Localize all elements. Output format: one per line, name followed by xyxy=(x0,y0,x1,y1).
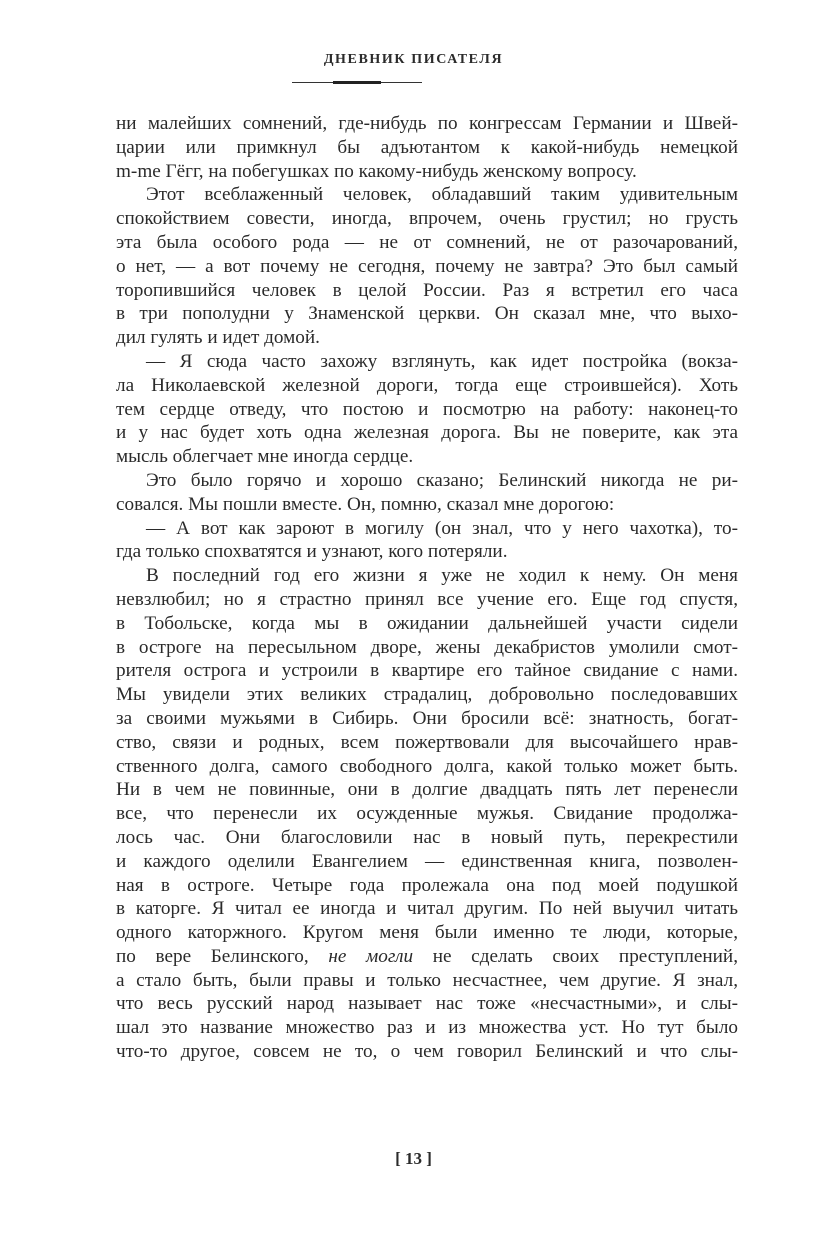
text-line xyxy=(116,326,738,350)
running-head: ДНЕВНИК ПИСАТЕЛЯ xyxy=(323,52,504,67)
text-segment: невзлюбил; но я страстно принял все учение его. Еще год спустя, xyxy=(116,588,738,610)
text-line xyxy=(116,897,738,921)
text-line xyxy=(116,540,738,564)
text-line xyxy=(116,1016,738,1040)
text-segment: все, что перенесли их осужденные мужья. Свидание продолжа- xyxy=(116,803,738,825)
text-segment: ство, связи и родных, всем пожертвовали для высочайшего нрав- xyxy=(116,731,738,753)
text-line xyxy=(116,826,738,850)
text-line xyxy=(116,731,738,755)
body-text xyxy=(116,112,738,1064)
text-line xyxy=(116,160,738,184)
text-line xyxy=(116,778,738,802)
text-segment: тем сердце отведу, что постою и посмотрю на работу: наконец-то xyxy=(116,398,738,420)
text-segment: по вере Белинского, xyxy=(116,945,329,967)
text-segment: а стало быть, были правы и только несчастнее, чем другие. Я знал, xyxy=(116,969,738,991)
text-segment: — А вот как зароют в могилу (он знал, что у него чахотка), то- xyxy=(146,517,738,539)
page-number: [ 13 ] xyxy=(395,1149,432,1168)
text-line xyxy=(116,112,738,136)
text-segment: в три пополудни у Знаменской церкви. Он сказал мне, что выхо- xyxy=(116,303,738,325)
text-segment: в остроге на пересыльном дворе, жены декабристов умолили смот- xyxy=(116,636,738,658)
text-segment: Мы увидели этих великих страдалиц, добровольно последовавших xyxy=(116,684,738,706)
text-line xyxy=(116,659,738,683)
text-segment: ни малейших сомнений, где-нибудь по конгрессам Германии и Швей- xyxy=(116,113,738,134)
text-segment: что-то другое, совсем не то, о чем говорил Белинский и что слы- xyxy=(116,1041,738,1063)
text-segment: дил гулять и идет домой. xyxy=(116,327,320,349)
text-line xyxy=(116,802,738,826)
text-segment: лось час. Они благословили нас в новый путь, перекрестили xyxy=(116,826,738,848)
text-segment: что весь русский народ называет нас тоже «несчастными», и слы- xyxy=(116,993,738,1015)
text-line xyxy=(116,493,738,517)
text-line xyxy=(116,874,738,898)
text-line xyxy=(116,350,738,374)
text-segment: рителя острога и устроили в квартире его тайное свидание с нами. xyxy=(116,660,738,682)
text-segment: за своими мужьями в Сибирь. Они бросили всё: знатность, богат- xyxy=(116,707,738,729)
text-segment: в Тобольске, когда мы в ожидании дальнейшей участи сидели xyxy=(116,612,738,634)
text-segment: Этот всеблаженный человек, обладавший таким удивительным xyxy=(146,184,738,206)
text-line xyxy=(116,421,738,445)
text-segment: эта была особого рода — не от сомнений, не от разочарований, xyxy=(116,231,738,253)
text-line xyxy=(116,207,738,231)
text-segment: царии или примкнул бы адъютантом к какой-нибудь немецкой xyxy=(116,136,738,158)
text-line xyxy=(116,683,738,707)
text-segment: и каждого оделили Евангелием — единственная книга, позволен- xyxy=(116,850,738,872)
text-line xyxy=(116,398,738,422)
text-line xyxy=(116,183,738,207)
text-line xyxy=(116,445,738,469)
italic-emphasis: не могли xyxy=(328,945,414,967)
text-segment: в каторге. Я читал ее иногда и читал другим. По ней выучил читать xyxy=(116,898,738,920)
text-segment: и у нас будет хоть одна железная дорога. Вы не поверите, как эта xyxy=(116,422,738,444)
text-line xyxy=(116,945,738,969)
text-line xyxy=(116,612,738,636)
text-line xyxy=(116,1040,738,1064)
text-segment: ла Николаевской железной дороги, тогда еще строившейся). Хоть xyxy=(116,374,738,396)
text-line xyxy=(116,469,738,493)
text-segment: мысль облегчает мне иногда сердце. xyxy=(116,446,414,468)
text-segment: спокойствием совести, иногда, впрочем, очень грустил; но грусть xyxy=(116,208,738,230)
text-line xyxy=(116,279,738,303)
text-segment: совался. Мы пошли вместе. Он, помню, сказал мне дорогою: xyxy=(116,493,615,515)
text-line xyxy=(116,255,738,279)
text-segment: одного каторжного. Кругом меня были именно те люди, которые, xyxy=(116,922,738,944)
text-segment: ственного долга, самого свободного долга, какой только может быть. xyxy=(116,755,738,777)
text-segment: о нет, — а вот почему не сегодня, почему не завтра? Это был самый xyxy=(116,255,738,277)
text-segment: торопившийся человек в целой России. Раз я встретил его часа xyxy=(116,279,738,301)
text-line xyxy=(116,588,738,612)
text-segment: m-me Гёгг, на побегушках по какому-нибудь женскому вопросу. xyxy=(116,160,637,182)
text-segment: не сделать своих преступлений, xyxy=(413,945,738,967)
text-segment: шал это название множество раз и из множества уст. Но тут было xyxy=(116,1017,738,1039)
text-line xyxy=(116,755,738,779)
text-line xyxy=(116,636,738,660)
text-line xyxy=(116,921,738,945)
text-segment: ная в остроге. Четыре года пролежала она под моей подушкой xyxy=(116,874,738,896)
text-segment: гда только спохватятся и узнают, кого потеряли. xyxy=(116,541,508,563)
text-line xyxy=(116,517,738,541)
text-line xyxy=(116,231,738,255)
text-line xyxy=(116,374,738,398)
text-line xyxy=(116,707,738,731)
header-rule-ornament xyxy=(333,81,381,84)
text-line xyxy=(116,302,738,326)
text-segment: — Я сюда часто захожу взглянуть, как идет постройка (вокза- xyxy=(146,350,738,372)
text-segment: Ни в чем не повинные, они в долгие двадцать пять лет перенесли xyxy=(116,779,738,801)
text-segment: Это было горячо и хорошо сказано; Белинский никогда не ри- xyxy=(146,469,738,491)
text-line xyxy=(116,969,738,993)
text-line xyxy=(116,136,738,160)
text-line xyxy=(116,992,738,1016)
text-segment: В последний год его жизни я уже не ходил к нему. Он меня xyxy=(146,565,738,587)
text-line xyxy=(116,564,738,588)
text-line xyxy=(116,850,738,874)
